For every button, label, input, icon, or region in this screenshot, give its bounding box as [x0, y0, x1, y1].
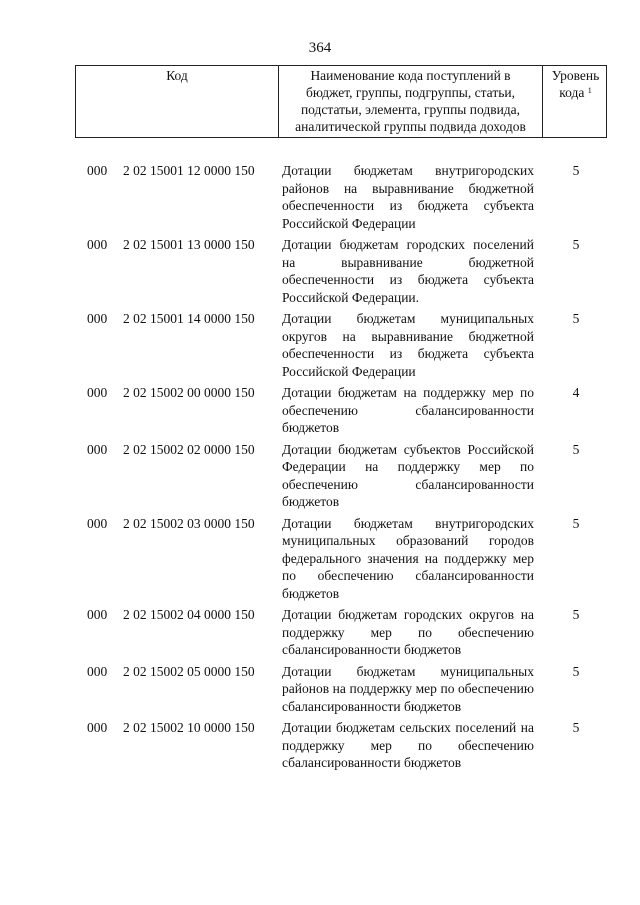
row-code: 2 02 15002 02 0000 150 [123, 441, 255, 457]
table-body [0, 162, 640, 776]
table-row [0, 441, 640, 511]
row-code: 2 02 15002 10 0000 150 [123, 720, 255, 735]
table-row [0, 606, 640, 659]
header-level [543, 66, 608, 137]
header-name-line: аналитической группы подвида доходов [295, 119, 526, 134]
row-description: Дотации бюджетам муниципальных районов на поддержку мер по обеспечению сбалансированности бюджетов [282, 663, 534, 714]
header-name [279, 66, 543, 137]
row-code: 2 02 15002 03 0000 150 [123, 515, 255, 531]
row-code: 2 02 15002 04 0000 150 [123, 607, 255, 622]
table-row [0, 719, 640, 772]
row-level: 5 [572, 237, 580, 252]
row-code: 2 02 15001 14 0000 150 [123, 311, 255, 326]
page-number: 364 [308, 40, 332, 56]
row-prefix: 000 [87, 311, 108, 326]
table-row [0, 310, 640, 380]
header-name-line: Наименование кода поступлений в [310, 68, 511, 83]
table-row [0, 162, 640, 232]
row-level: 5 [572, 311, 580, 326]
row-code: 2 02 15002 00 0000 150 [123, 385, 255, 400]
header-name-line: бюджет, группы, подгруппы, статьи, [306, 85, 515, 100]
row-description: Дотации бюджетам муниципальных округов на выравнивание бюджетной обеспеченности из бюджета субъекта Российской Федерации [282, 311, 534, 379]
row-description: Дотации бюджетам городских округов на поддержку мер по обеспечению сбалансированности бюджетов [282, 607, 534, 657]
header-level-line [543, 84, 608, 101]
row-level: 5 [572, 607, 580, 622]
row-level: 5 [572, 441, 580, 457]
row-level: 5 [572, 663, 580, 679]
header-name-line: подстатьи, элемента, группы подвида, [300, 102, 521, 117]
row-description: Дотации бюджетам сельских поселений на поддержку мер по обеспечению сбалансированности бюджетов [282, 720, 534, 770]
table-row [0, 515, 640, 603]
row-description: Дотации бюджетам на поддержку мер по обеспечению сбалансированности бюджетов [282, 385, 534, 435]
row-prefix: 000 [87, 720, 108, 735]
header-level-word: кода [559, 85, 585, 100]
row-code: 2 02 15001 13 0000 150 [123, 237, 255, 252]
row-description: Дотации бюджетам внутригородских районов на выравнивание бюджетной обеспеченности из бюджета субъекта Российской Федерации [282, 163, 534, 231]
header-code: Код [76, 66, 279, 137]
row-prefix: 000 [87, 237, 108, 252]
row-level: 5 [572, 720, 580, 735]
row-description: Дотации бюджетам субъектов Российской Федерации на поддержку мер по обеспечению сбалансированности бюджетов [282, 441, 534, 509]
row-prefix: 000 [87, 607, 108, 622]
row-prefix: 000 [87, 163, 108, 178]
row-level: 4 [572, 385, 580, 400]
row-prefix: 000 [87, 385, 108, 400]
table-row [0, 663, 640, 716]
table-row [0, 384, 640, 437]
row-prefix: 000 [87, 441, 108, 457]
footnote-mark: 1 [587, 86, 592, 95]
row-description: Дотации бюджетам внутригородских муниципальных образований городов федерального значения на поддержку мер по обеспечению сбалансированности бюджетов [282, 515, 534, 601]
row-description: Дотации бюджетам городских поселений на выравнивание бюджетной обеспеченности из бюджета субъекта Российской Федерации. [282, 237, 534, 305]
row-code: 2 02 15001 12 0000 150 [123, 163, 255, 178]
row-prefix: 000 [87, 663, 108, 679]
header-level-line: Уровень [551, 68, 600, 83]
row-prefix: 000 [87, 515, 108, 531]
row-level: 5 [572, 163, 580, 178]
table-row [0, 236, 640, 306]
row-level: 5 [572, 515, 580, 531]
row-code: 2 02 15002 05 0000 150 [123, 663, 255, 679]
table-header [75, 65, 607, 138]
